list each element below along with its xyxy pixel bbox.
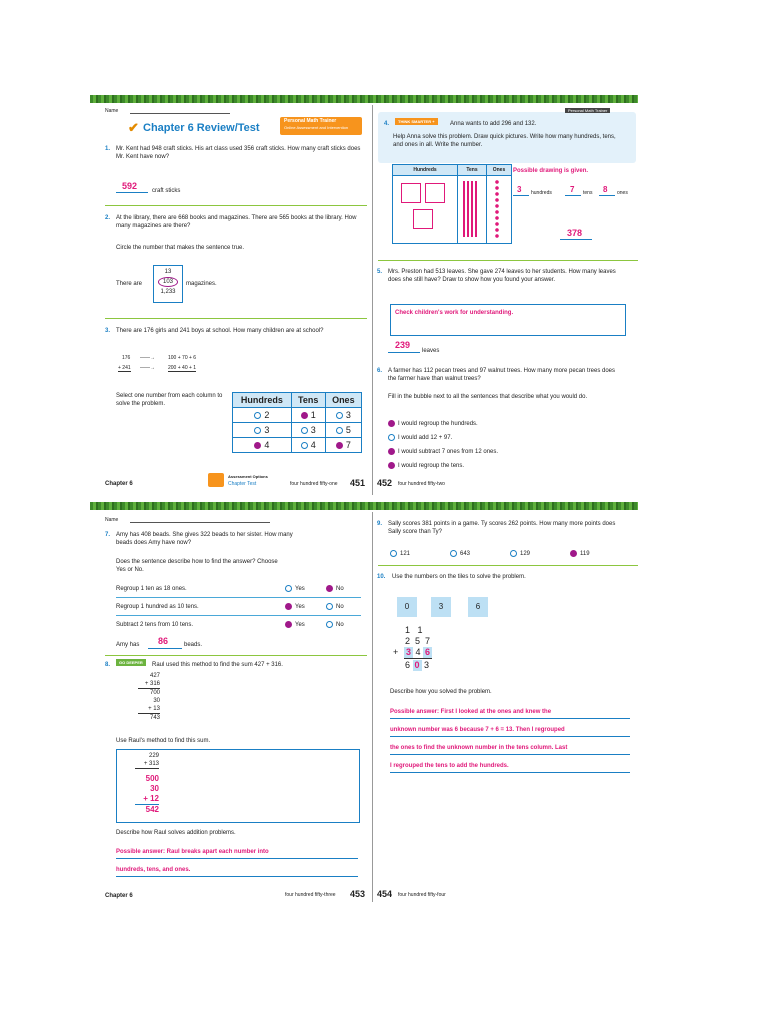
assessment-icon bbox=[208, 473, 224, 487]
q2-option-2-circled[interactable]: 103 bbox=[158, 277, 178, 287]
q3-cell[interactable] bbox=[325, 408, 361, 423]
name-label: Name bbox=[105, 517, 119, 523]
page-words: four hundred fifty-two bbox=[398, 481, 445, 487]
check-icon: ✔ bbox=[128, 120, 139, 135]
bubble-filled bbox=[301, 412, 308, 419]
q3-cell[interactable] bbox=[325, 423, 361, 438]
q5-text: Mrs. Preston had 513 leaves. She gave 274 leaves to her students. How many leaves does she still have? Draw to show how you found your answer. bbox=[388, 269, 616, 283]
q10-answer-line-4: I regrouped the tens to add the hundreds. bbox=[390, 763, 509, 769]
q8-work bbox=[138, 672, 160, 722]
grass-border-top bbox=[90, 95, 638, 103]
q4-tens: 7 bbox=[570, 185, 575, 194]
q2-option-box bbox=[153, 265, 183, 303]
q4-text2: Help Anna solve this problem. Draw quick pictures. Write how many hundreds, tens, and ones in all. Write the number. bbox=[393, 134, 616, 148]
work-line: + 316 bbox=[138, 680, 160, 689]
q3-cell-value: 2 bbox=[264, 410, 270, 420]
q7-instruction: Does the sentence describe how to find the answer? Choose Yes or No. bbox=[116, 559, 278, 573]
pmt-badge-sub: Online Assessment and Intervention bbox=[284, 125, 349, 130]
bubble-filled bbox=[388, 420, 395, 427]
q7-row-text: Subtract 2 tens from 10 tens. bbox=[116, 622, 194, 628]
q9-option[interactable] bbox=[450, 550, 470, 558]
col-line bbox=[457, 165, 458, 243]
bubble-filled bbox=[254, 442, 261, 449]
q3-cell[interactable] bbox=[233, 408, 292, 423]
q7-yes[interactable] bbox=[285, 621, 305, 629]
arrow-right-icon: ——→ bbox=[140, 355, 155, 361]
q7-answer: 86 bbox=[158, 636, 169, 646]
q4-place-value-chart bbox=[392, 164, 512, 244]
arrow-right-icon: ——→ bbox=[140, 365, 155, 371]
q3-line1a: 176 bbox=[122, 355, 131, 361]
digit: 4 bbox=[415, 647, 421, 657]
answer-line bbox=[560, 239, 592, 240]
q6-option[interactable] bbox=[388, 462, 464, 470]
pmt-badge: Personal Math Trainer bbox=[565, 108, 610, 113]
q6-option-text: I would regroup the hundreds. bbox=[398, 421, 478, 428]
q7-row-text: Regroup 1 hundred as 10 tens. bbox=[116, 604, 199, 610]
answer-line-value: + 12 bbox=[135, 794, 159, 805]
q8-work-box bbox=[116, 749, 360, 823]
yes-label: Yes bbox=[295, 586, 305, 593]
page-number: 453 bbox=[350, 889, 366, 899]
q4-hundreds: 3 bbox=[517, 185, 522, 194]
one-dots bbox=[495, 179, 499, 239]
bubble-filled bbox=[336, 442, 343, 449]
q10-row3 bbox=[405, 660, 429, 671]
q4-note: Possible drawing is given. bbox=[513, 168, 589, 174]
q1-text: Mr. Kent had 948 craft sticks. His art class used 356 craft sticks. How many craft sticks does Mr. Kent have now? bbox=[116, 146, 361, 160]
bubble-filled bbox=[388, 462, 395, 469]
q3-cell[interactable] bbox=[291, 423, 325, 438]
name-label: Name bbox=[105, 108, 119, 114]
q4-ones-label: ones bbox=[617, 190, 628, 196]
work-line: + 13 bbox=[138, 705, 160, 714]
q3-instruction: Select one number from each column to solve the problem. bbox=[116, 393, 223, 407]
answer-line bbox=[390, 754, 630, 755]
answer-line bbox=[148, 648, 182, 649]
q9-option-text: 643 bbox=[460, 551, 471, 558]
q5-drawing-box bbox=[390, 304, 626, 336]
bubble bbox=[326, 621, 333, 628]
q3-cell-value: 3 bbox=[264, 425, 270, 435]
q4-number: 4. bbox=[384, 121, 390, 127]
pmt-badge bbox=[280, 117, 362, 135]
q9-option[interactable] bbox=[570, 550, 590, 558]
pmt-badge-label: Personal Math Trainer bbox=[284, 118, 337, 124]
q3-cell-value: 1 bbox=[310, 410, 316, 420]
q7-text: Amy has 408 beads. She gives 322 beads to her sister. How many beads does Amy have now? bbox=[116, 532, 293, 546]
q10-describe: Describe how you solved the problem. bbox=[390, 689, 492, 695]
q9-option-text: 119 bbox=[580, 551, 590, 558]
q6-option[interactable] bbox=[388, 434, 452, 442]
bubble bbox=[390, 550, 397, 557]
yes-label: Yes bbox=[295, 622, 305, 629]
q4-header-ones: Ones bbox=[487, 165, 511, 176]
divider bbox=[116, 597, 361, 598]
q8-work2 bbox=[135, 752, 159, 769]
q1-answer: 592 bbox=[122, 181, 138, 191]
work-line: 700 bbox=[149, 690, 160, 696]
q2-sentence-start: There are bbox=[116, 281, 143, 287]
chapter-title: Chapter 6 Review/Test bbox=[143, 122, 260, 134]
name-line bbox=[130, 522, 270, 523]
q10-carry: 1 1 bbox=[405, 625, 423, 635]
q3-line2a: + 241 bbox=[118, 365, 131, 371]
q7-yes[interactable] bbox=[285, 603, 305, 611]
page-words: four hundred fifty-one bbox=[290, 481, 338, 487]
q6-number: 6. bbox=[377, 368, 383, 374]
col-line bbox=[486, 165, 487, 243]
filled-tile-digit: 3 bbox=[405, 647, 411, 657]
bubble bbox=[254, 412, 261, 419]
q6-option[interactable] bbox=[388, 420, 478, 428]
q6-option-text: I would subtract 7 ones from 12 ones. bbox=[398, 449, 499, 456]
footer-chapter: Chapter 6 bbox=[105, 481, 133, 487]
q2-sentence-end: magazines. bbox=[186, 281, 217, 287]
q3-line2b: 200 + 40 + 1 bbox=[168, 365, 197, 371]
q3-cell-value: 3 bbox=[310, 425, 316, 435]
answer-line-value: 542 bbox=[145, 805, 159, 814]
answer-line bbox=[565, 195, 581, 196]
q10-text: Use the numbers on the tiles to solve the problem. bbox=[392, 574, 526, 580]
name-line bbox=[130, 113, 230, 114]
q3-table bbox=[232, 392, 362, 453]
q1-number: 1. bbox=[105, 146, 111, 152]
divider bbox=[105, 318, 367, 319]
q10-row2 bbox=[404, 647, 432, 659]
divider bbox=[378, 565, 638, 566]
divider bbox=[105, 205, 367, 206]
q10-answer-line-2: unknown number was 6 because 7 + 6 = 13. Then I regrouped bbox=[390, 727, 565, 733]
plus-sign: + bbox=[393, 647, 399, 657]
q3-cell[interactable] bbox=[233, 423, 292, 438]
work-line: 30 bbox=[153, 698, 160, 704]
q4-ones: 8 bbox=[603, 185, 608, 194]
answer-line bbox=[390, 772, 630, 773]
q5-box-note: Check children's work for understanding. bbox=[395, 310, 514, 316]
q3-cell[interactable] bbox=[291, 408, 325, 423]
q3-cell-value: 5 bbox=[345, 425, 351, 435]
q5-unit: leaves bbox=[422, 348, 440, 354]
q1-answer-line bbox=[116, 192, 148, 193]
q7-no[interactable] bbox=[326, 603, 344, 611]
grass-border-middle bbox=[90, 502, 638, 510]
q5-number: 5. bbox=[377, 269, 383, 275]
q7-number: 7. bbox=[105, 532, 111, 538]
bubble bbox=[254, 427, 261, 434]
q7-no[interactable] bbox=[326, 585, 344, 593]
q2-option-3[interactable]: 1,233 bbox=[160, 289, 176, 295]
q9-option[interactable] bbox=[390, 550, 410, 558]
q3-header-hundreds: Hundreds bbox=[233, 393, 292, 408]
page-words: four hundred fifty-three bbox=[285, 892, 336, 898]
assessment-label: Assessment Options bbox=[228, 474, 268, 479]
q2-instruction: Circle the number that makes the sentence true. bbox=[116, 245, 245, 251]
q3-cell-value: 7 bbox=[345, 440, 351, 450]
q4-hundreds-label: hundreds bbox=[531, 190, 552, 196]
answer-line bbox=[390, 736, 630, 737]
q6-instruction: Fill in the bubble next to all the sentences that describe what you would do. bbox=[388, 394, 588, 400]
q8-text: Raul used this method to find the sum 427 + 316. bbox=[152, 662, 283, 668]
q9-number: 9. bbox=[377, 521, 383, 527]
q3-cell[interactable] bbox=[291, 438, 325, 453]
go-deeper-badge: GO DEEPER bbox=[116, 659, 146, 666]
answer-line bbox=[116, 876, 358, 877]
answer-line bbox=[513, 195, 529, 196]
assessment-link[interactable]: Chapter Test bbox=[228, 481, 257, 487]
footer-chapter: Chapter 6 bbox=[105, 893, 133, 899]
q2-text: At the library, there are 668 books and magazines. There are 565 books at the library. How many magazines are there? bbox=[116, 215, 357, 229]
q8-instruction: Use Raul's method to find this sum. bbox=[116, 738, 211, 744]
q3-cell[interactable] bbox=[325, 438, 361, 453]
bubble-filled bbox=[285, 621, 292, 628]
q3-cell-value: 4 bbox=[310, 440, 316, 450]
bubble bbox=[510, 550, 517, 557]
ten-sticks bbox=[463, 181, 479, 237]
number-tile[interactable]: 3 bbox=[431, 597, 451, 617]
q6-option[interactable] bbox=[388, 448, 498, 456]
bubble bbox=[301, 427, 308, 434]
q9-text: Sally scores 381 points in a game. Ty scores 262 points. How many more points does Sally score than Ty? bbox=[388, 521, 616, 535]
q7-row-text: Regroup 1 ten as 18 ones. bbox=[116, 586, 187, 592]
answer-line-value: 30 bbox=[150, 784, 159, 793]
divider bbox=[105, 655, 367, 656]
q3-header-ones: Ones bbox=[325, 393, 361, 408]
bubble bbox=[326, 603, 333, 610]
bubble-filled bbox=[326, 585, 333, 592]
q6-option-text: I would regroup the tens. bbox=[398, 463, 465, 470]
q7-no[interactable] bbox=[326, 621, 344, 629]
answer-line bbox=[599, 195, 615, 196]
answer-line bbox=[116, 858, 358, 859]
q7-yes[interactable] bbox=[285, 585, 305, 593]
work-line: 427 bbox=[149, 673, 160, 679]
bubble-filled bbox=[285, 603, 292, 610]
hundred-block bbox=[425, 183, 445, 203]
q10-answer-line-3: the ones to find the unknown number in the tens column. Last bbox=[390, 745, 568, 751]
bubble bbox=[450, 550, 457, 557]
number-tile[interactable]: 6 bbox=[468, 597, 488, 617]
q2-option-1[interactable]: 13 bbox=[164, 269, 172, 275]
bubble-filled bbox=[388, 448, 395, 455]
hundred-block bbox=[401, 183, 421, 203]
page-words: four hundred fifty-four bbox=[398, 892, 446, 898]
bubble bbox=[336, 427, 343, 434]
work-line: + 313 bbox=[135, 760, 159, 769]
q3-line1b: 100 + 70 + 6 bbox=[168, 355, 197, 361]
bubble bbox=[301, 442, 308, 449]
answer-line bbox=[390, 718, 630, 719]
page-divider-bottom bbox=[372, 512, 373, 902]
q6-text: A farmer has 112 pecan trees and 97 walnut trees. How many more pecan trees does the farmer have than walnut trees? bbox=[388, 368, 616, 382]
bubble bbox=[336, 412, 343, 419]
no-label: No bbox=[336, 604, 344, 611]
filled-tile-digit: 0 bbox=[414, 660, 420, 670]
q4-header-hundreds: Hundreds bbox=[393, 165, 458, 176]
q8-number: 8. bbox=[105, 662, 111, 668]
page-number: 451 bbox=[350, 478, 366, 488]
page-divider-top bbox=[372, 105, 373, 495]
answer-line bbox=[388, 352, 420, 353]
q3-cell-value: 4 bbox=[264, 440, 270, 450]
filled-tile-digit: 6 bbox=[425, 647, 431, 657]
divider bbox=[116, 615, 361, 616]
q8-answers bbox=[135, 774, 159, 815]
number-tile[interactable]: 0 bbox=[397, 597, 417, 617]
q2-number: 2. bbox=[105, 215, 111, 221]
q7-answer-end: beads. bbox=[184, 642, 203, 648]
q6-option-text: I would add 12 + 97. bbox=[398, 435, 453, 442]
q10-number: 10. bbox=[377, 574, 386, 580]
answer-line-value: 500 bbox=[145, 774, 159, 783]
q3-cell-value: 3 bbox=[345, 410, 351, 420]
work-line: 229 bbox=[148, 753, 159, 759]
digit: 6 bbox=[405, 660, 411, 670]
q3-header-tens: Tens bbox=[291, 393, 325, 408]
think-smarter-badge: THINK SMARTER + bbox=[395, 118, 438, 125]
hundred-block bbox=[413, 209, 433, 229]
divider bbox=[378, 260, 638, 261]
q9-option[interactable] bbox=[510, 550, 530, 558]
q4-tens-label: tens bbox=[583, 190, 593, 196]
no-label: No bbox=[336, 622, 344, 629]
q8-describe: Describe how Raul solves addition problems. bbox=[116, 830, 236, 836]
q4-number-answer: 378 bbox=[567, 228, 583, 238]
bubble bbox=[388, 434, 395, 441]
q3-cell[interactable] bbox=[233, 438, 292, 453]
q9-option-text: 121 bbox=[400, 551, 411, 558]
page-number: 454 bbox=[377, 889, 393, 899]
work-line: 743 bbox=[149, 715, 160, 721]
q3-number: 3. bbox=[105, 328, 111, 334]
bubble-filled bbox=[570, 550, 577, 557]
q1-unit: craft sticks bbox=[152, 188, 181, 194]
digit: 3 bbox=[424, 660, 430, 670]
q5-answer: 239 bbox=[395, 340, 411, 350]
q10-row1: 2 5 7 bbox=[405, 636, 431, 646]
q3-text: There are 176 girls and 241 boys at school. How many children are at school? bbox=[116, 328, 324, 334]
q8-answer-line-1: Possible answer: Raul breaks apart each number into bbox=[116, 849, 269, 855]
bubble bbox=[285, 585, 292, 592]
q10-answer-line-1: Possible answer: First I looked at the ones and knew the bbox=[390, 709, 552, 715]
q9-option-text: 129 bbox=[520, 551, 531, 558]
q4-header-tens: Tens bbox=[458, 165, 487, 176]
q8-answer-line-2: hundreds, tens, and ones. bbox=[116, 867, 191, 873]
q7-answer-start: Amy has bbox=[116, 642, 140, 648]
page-number: 452 bbox=[377, 478, 393, 488]
no-label: No bbox=[336, 586, 344, 593]
yes-label: Yes bbox=[295, 604, 305, 611]
q4-text: Anna wants to add 296 and 132. bbox=[450, 121, 537, 127]
